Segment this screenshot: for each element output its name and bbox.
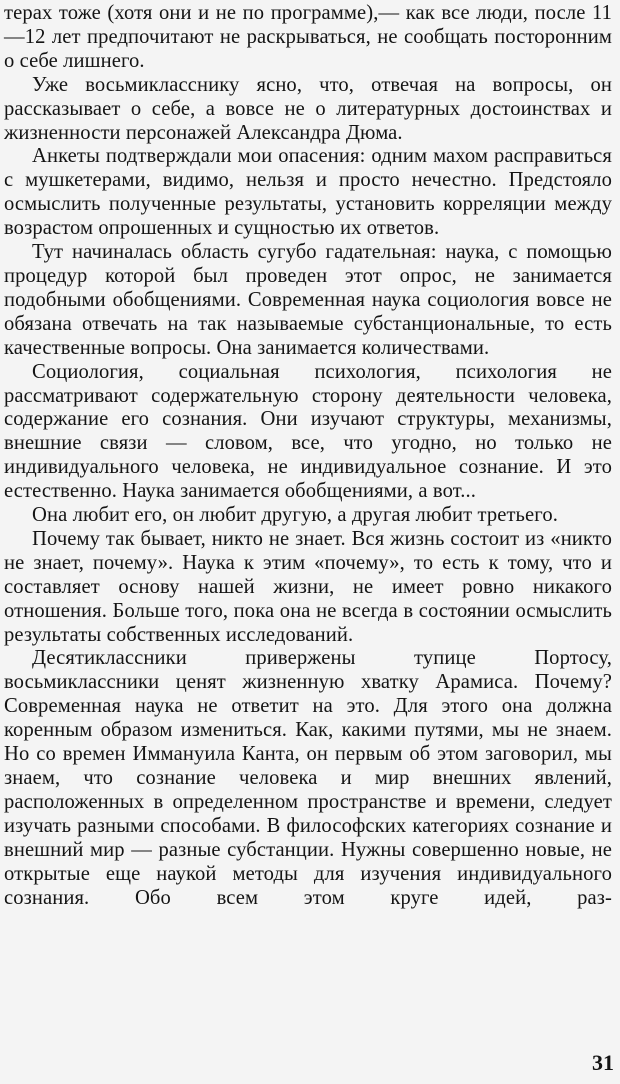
paragraph: Анкеты подтверждали мои опасения: одним махом расправиться с мушкетерами, видимо, нельзя и просто нечестно. Предстояло осмыслить полученные результаты, установить корреляции между возрастом опрошенных и сущностью их ответов.	[4, 145, 612, 240]
page-number: 31	[592, 1050, 614, 1075]
paragraph: Тут начиналась область сугубо гадательная: наука, с помощью процедур которой был проведен этот опрос, не занимается подобными обобщениями. Современная наука социология вовсе не обязана отвечать на так называемые субстанциональные, то есть качественные вопросы. Она занимается количествами.	[4, 241, 612, 359]
paragraph: Уже восьмикласснику ясно, что, отвечая на вопросы, он рассказывает о себе, а вовсе не о литературных достоинствах и жизненности персонажей Александра Дюма.	[4, 73, 612, 144]
paragraph: Десятиклассники привержены тупице Портосу, восьмиклассники ценят жизненную хватку Арамиса. Почему? Современная наука не ответит на это. Для этого она должна коренным образом измениться. Как, какими путями, мы не знаем. Но со времен Иммануила Канта, он первым об этом заговорил, мы знаем, что сознание человека и мир внешних явлений, расположенных в определенном пространстве и времени, следует изучать разными способами. В философских категориях сознание и внешний мир — разные субстанции. Нужны совершенно новые, не открытые еще наукой методы для изучения индивидуального сознания. Обо всем этом круге идей, раз-	[4, 647, 612, 909]
body-text	[4, 2, 612, 910]
paragraph-continued: терах тоже (хотя они и не по программе),— как все люди, после 11—12 лет предпочитают не раскрываться, не сообщать посторонним о себе лишнего.	[4, 2, 612, 72]
paragraph: Почему так бывает, никто не знает. Вся жизнь состоит из «никто не знает, почему». Наука к этим «почему», то есть к тому, что и составляет основу нашей жизни, не имеет ровно никакого отношения. Больше того, пока она не всегда в состоянии осмыслить результаты собственных исследований.	[4, 527, 612, 646]
paragraph: Она любит его, он любит другую, а другая любит третьего.	[32, 504, 558, 527]
paragraph: Социология, социальная психология, психология не рассматривают содержательную сторону деятельности человека, содержание его сознания. Они изучают структуры, механизмы, внешние связи — словом, все, что угодно, но только не индивидуального человека, не индивидуальное сознание. И это естественно. Наука занимается обобщениями, а вот...	[4, 360, 612, 503]
